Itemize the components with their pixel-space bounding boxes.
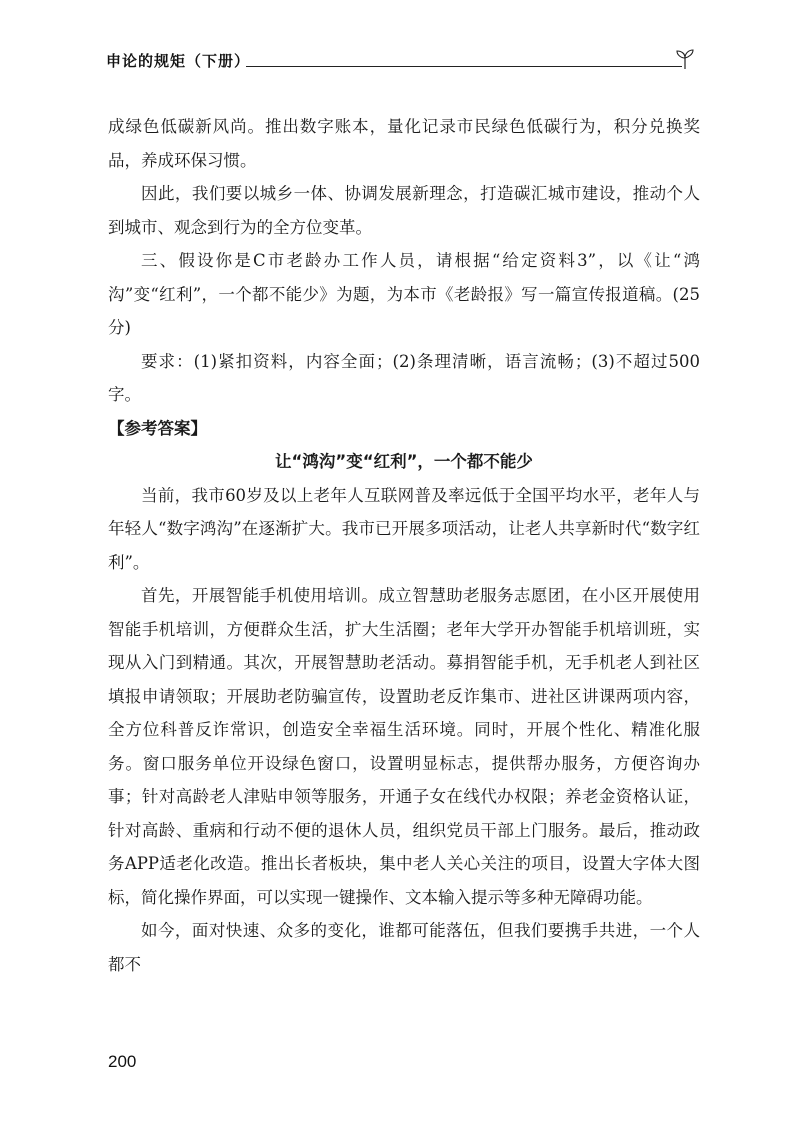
book-title: 申论的规矩（下册）: [106, 52, 251, 70]
question-requirements: 要求：(1)紧扣资料，内容全面；(2)条理清晰，语言流畅；(3)不超过500字。: [108, 351, 700, 404]
sprout-icon: [674, 48, 696, 70]
running-header: [106, 48, 696, 78]
article-title: 让“鸿沟”变“红利”，一个都不能少: [275, 452, 533, 471]
article-intro: 当前，我市60岁及以上老年人互联网普及率远低于全国平均水平，老年人与年轻人“数字鸿沟”在逐渐扩大。我市已开展多项活动，让老人共享新时代“数字红利”。: [108, 485, 700, 572]
page-number: 200: [108, 1052, 137, 1071]
page-body: [108, 110, 700, 981]
paragraph-conclusion: 因此，我们要以城乡一体、协调发展新理念，打造碳汇城市建设，推动个人到城市、观念到行为的全方位变革。: [108, 184, 700, 237]
question-three: 三、假设你是C市老龄办工作人员，请根据“给定资料3”，以《让“鸿沟”变“红利”，一个都不能少》为题，为本市《老龄报》写一篇宣传报道稿。(25分): [108, 251, 700, 337]
article-closing: 如今，面对快速、众多的变化，谁都可能落伍，但我们要携手共进，一个人都不: [108, 921, 700, 974]
paragraph-continued: 成绿色低碳新风尚。推出数字账本，量化记录市民绿色低碳行为，积分兑换奖品，养成环保习惯。: [108, 117, 700, 170]
article-body: 首先，开展智能手机使用培训。成立智慧助老服务志愿团，在小区开展使用智能手机培训，方便群众生活，扩大生活圈；老年大学开办智能手机培训班，实现从入门到精通。其次，开展智慧助老活动。募捐智能手机，无手机老人到社区填报申请领取；开展助老防骗宣传，设置助老反诈集市、进社区讲课两项内容，全方位科普反诈常识，创造安全幸福生活环境。同时，开展个性化、精准化服务。窗口服务单位开设绿色窗口，设置明显标志，提供帮办服务，方便咨询办事；针对高龄老人津贴申领等服务，开通子女在线代办权限；养老金资格认证，针对高龄、重病和行动不便的退休人员，组织党员干部上门服务。最后，推动政务APP适老化改造。推出长者板块，集中老人关心关注的项目，设置大字体大图标，简化操作界面，可以实现一键操作、文本输入提示等多种无障碍功能。: [108, 586, 700, 907]
header-rule: [246, 66, 682, 67]
reference-answer-label: 【参考答案】: [108, 418, 207, 438]
